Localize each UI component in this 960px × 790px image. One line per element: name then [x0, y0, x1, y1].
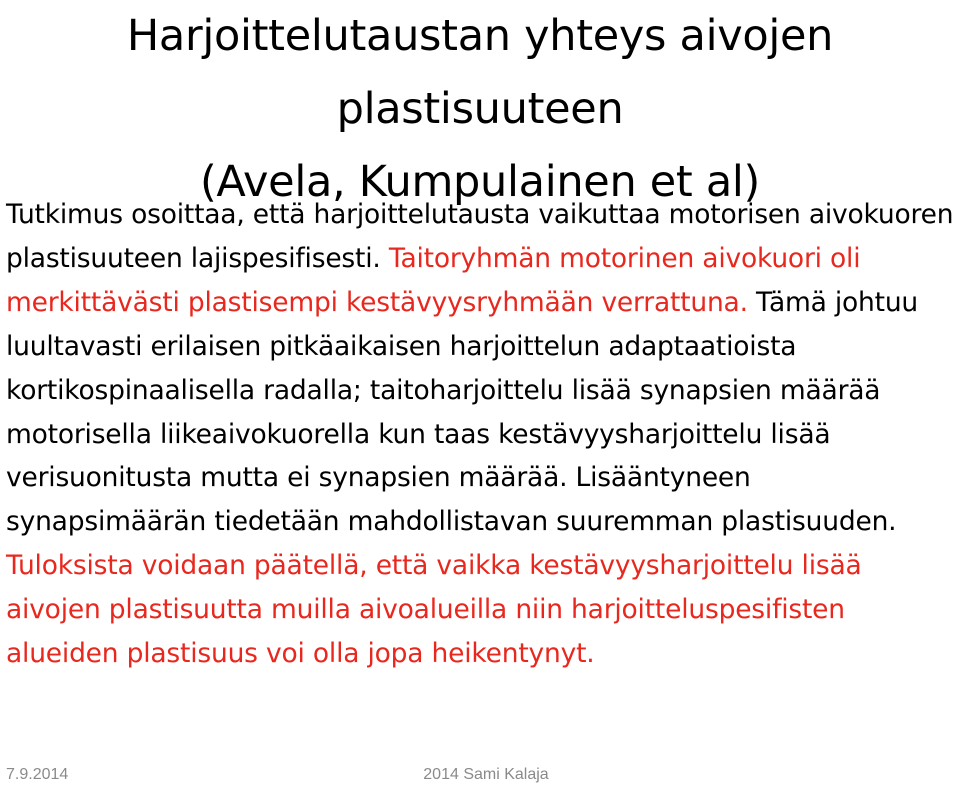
footer-author [0, 766, 960, 784]
body-segment-4-highlight: Tuloksista voidaan päätellä, että vaikka kestävyysharjoittelu lisää aivojen plastisuutta muilla aivoalueilla niin harjoitteluspesifisten alueiden plastisuus voi olla jopa heikentynyt. [6, 550, 862, 670]
body-segment-1: Tutkimus osoittaa, että harjoittelutausta vaikuttaa motorisen aivokuoren plastisuuteen lajispesifisesti. [6, 199, 954, 274]
slide-title [0, 0, 960, 219]
body-segment-2-highlight: Taitoryhmän motorinen aivokuori oli merkittävästi plastisempi kestävyysryhmään verrattuna. [6, 242, 861, 318]
body-segment-3: Tämä johtuu luultavasti erilaisen pitkäaikaisen harjoittelun adaptaatioista kortikospinaalisella radalla; taitoharjoittelu lisää synapsien määrää motorisella liikeaivokuorella kun taas kestävyysharjoittelu lisää verisuonitusta mutta ei synapsien määrää. Lisääntyneen synapsimäärän tiedetään mahdollistavan suuremman plastisuuden. [6, 286, 919, 538]
title-line-3: (Avela, Kumpulainen et al) [199, 157, 761, 207]
title-line-2: plastisuuteen [336, 84, 624, 134]
footer-date: 7.9.2014 [6, 766, 69, 783]
title-line-1: Harjoittelutaustan yhteys aivojen [126, 11, 834, 61]
slide-body [6, 193, 956, 676]
footer-author-text: 2014 Sami Kalaja [423, 766, 549, 783]
